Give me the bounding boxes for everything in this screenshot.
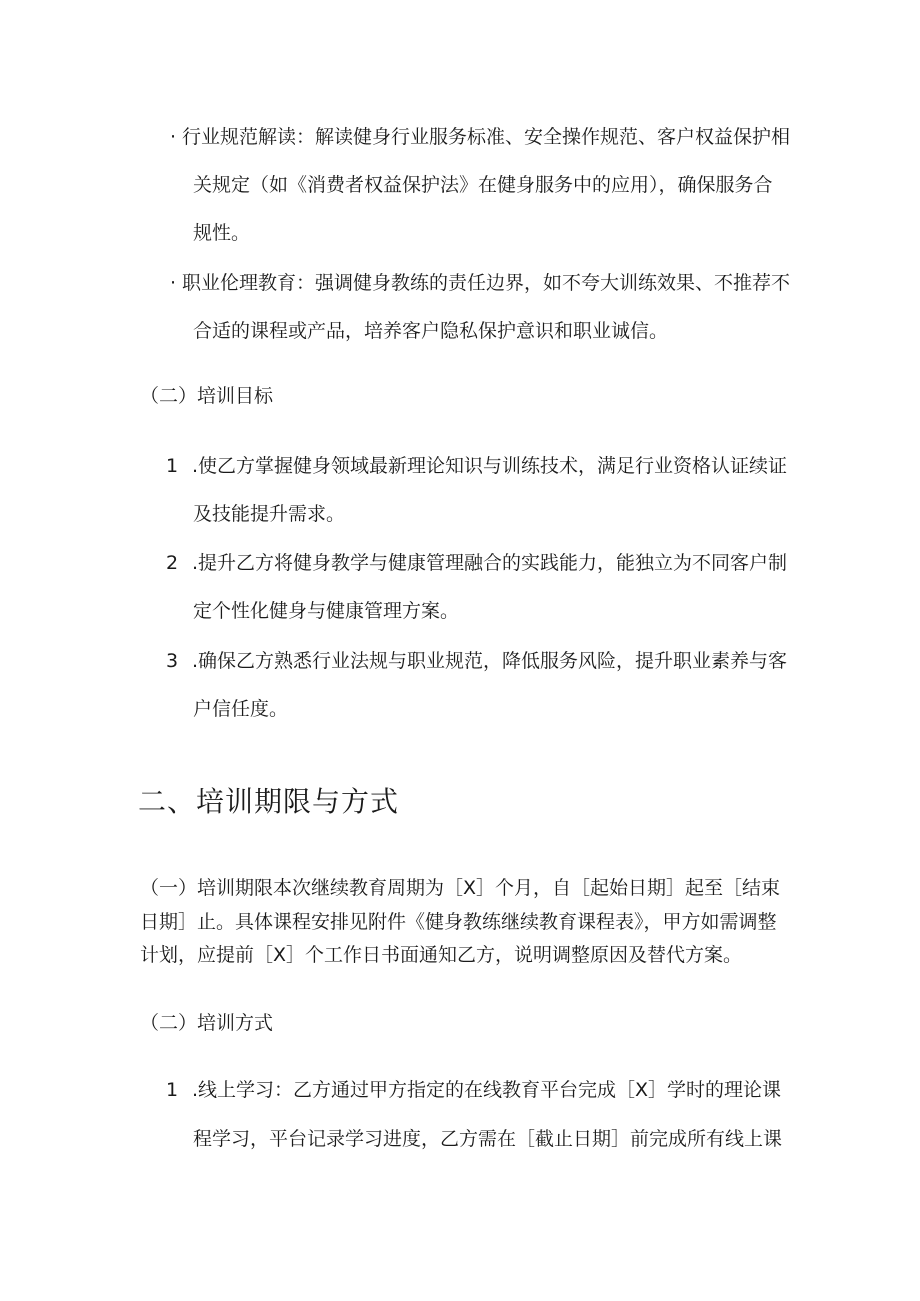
method-heading: （二）培训方式	[140, 1012, 274, 1034]
goal-item-3-line-2: 户信任度。	[193, 698, 289, 720]
period-line-2: 日期］止。具体课程安排见附件《健身教练继续教育课程表》，甲方如需调整	[140, 911, 777, 933]
goal-item-3-line-1: 3 .确保乙方熟悉行业法规与职业规范，降低服务风险，提升职业素养与客	[166, 650, 788, 672]
bullet-marker: ·	[170, 126, 177, 148]
bullet-marker: ·	[170, 272, 177, 294]
bullet-2-line-2: 合适的课程或产品，培养客户隐私保护意识和职业诚信。	[193, 320, 669, 342]
bullet-1-line-1: · 行业规范解读：解读健身行业服务标准、安全操作规范、客户权益保护相	[170, 126, 791, 148]
goal-number: 2	[166, 552, 179, 574]
period-line-1: （一）培训期限本次继续教育周期为［X］个月，自［起始日期］起至［结束	[140, 877, 781, 899]
goal-item-1-line-1: 1 .使乙方掌握健身领域最新理论知识与训练技术，满足行业资格认证续证	[166, 455, 788, 477]
period-line-3: 计划，应提前［X］个工作日书面通知乙方，说明调整原因及替代方案。	[140, 944, 743, 966]
method-item-1-line-2: 程学习，平台记录学习进度，乙方需在［截止日期］前完成所有线上课	[193, 1128, 783, 1150]
method-number: 1	[166, 1079, 179, 1101]
bullet-2-line-1: · 职业伦理教育：强调健身教练的责任边界，如不夸大训练效果、不推荐不	[170, 272, 791, 294]
goal-number: 3	[166, 650, 179, 672]
goal-item-2-line-1: 2 .提升乙方将健身教学与健康管理融合的实践能力，能独立为不同客户制	[166, 552, 788, 574]
goal-number: 1	[166, 455, 179, 477]
goals-heading: （二）培训目标	[140, 385, 274, 407]
goal-item-2-line-2: 定个性化健身与健康管理方案。	[193, 600, 460, 622]
bullet-1-line-3: 规性。	[193, 222, 251, 244]
chapter-2-title: 二、培训期限与方式	[138, 785, 400, 818]
goal-item-1-line-2: 及技能提升需求。	[193, 503, 346, 525]
method-item-1-line-1: 1 .线上学习：乙方通过甲方指定的在线教育平台完成［X］学时的理论课	[166, 1079, 782, 1101]
bullet-1-line-2: 关规定（如《消费者权益保护法》在健身服务中的应用），确保服务合	[193, 174, 773, 196]
